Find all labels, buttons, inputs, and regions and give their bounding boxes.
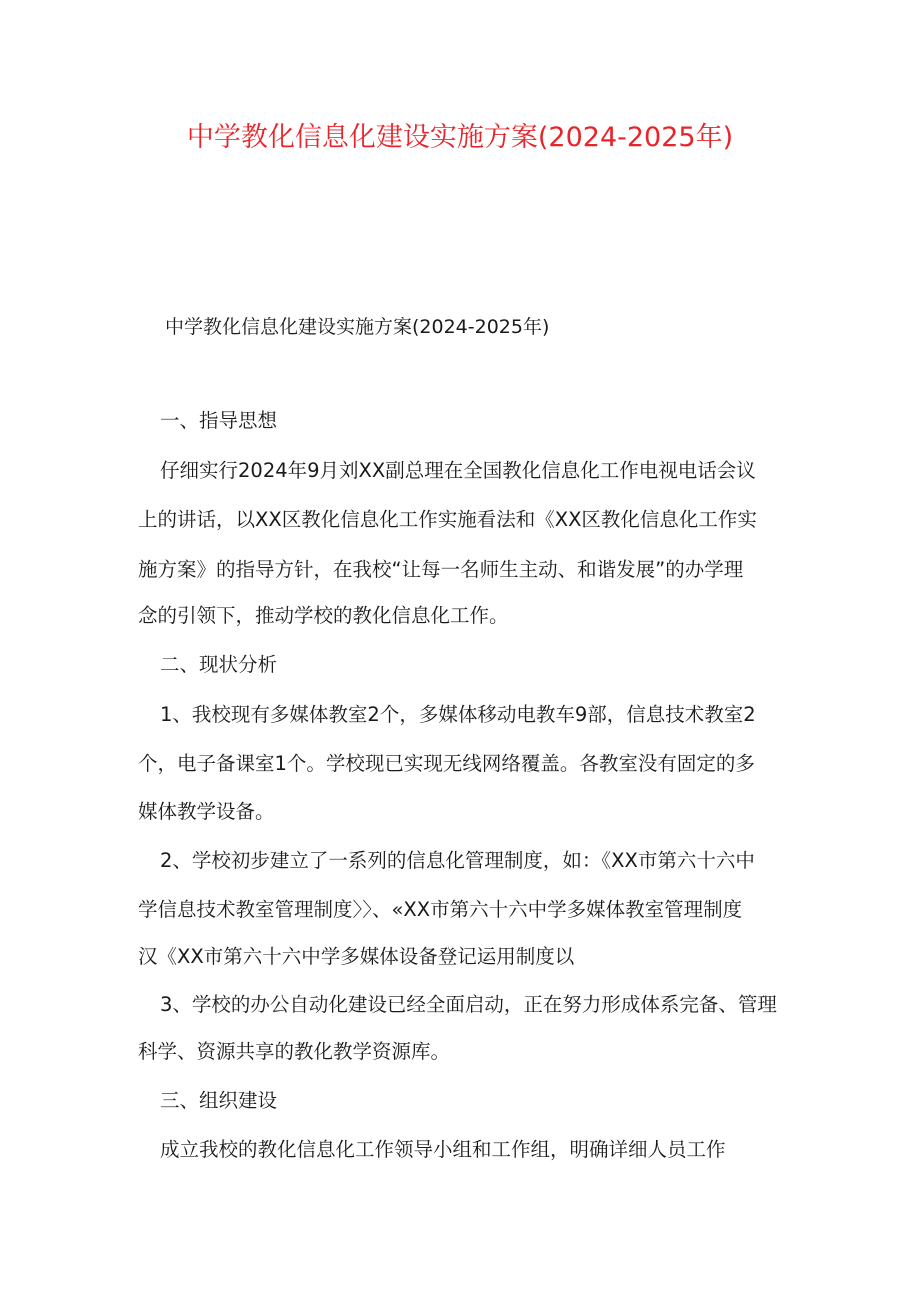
paragraph-line: 施方案》的指导方针，在我校“让每一名师生主动、和谐发展”的办学理 bbox=[138, 558, 744, 581]
paragraph-line: 2、学校初步建立了一系列的信息化管理制度，如：《XX市第六十六中 bbox=[160, 849, 755, 872]
document-subtitle: 中学教化信息化建设实施方案(2024-2025年) bbox=[165, 316, 550, 338]
paragraph-line: 个，电子备课室1个。学校现已实现无线网络覆盖。各教室没有固定的多 bbox=[138, 752, 755, 775]
paragraph-line: 3、学校的办公自动化建设已经全面启动，正在努力形成体系完备、管理 bbox=[160, 993, 777, 1016]
paragraph-line: 学信息技术教室管理制度〉〉、«XX市第六十六中学多媒体教室管理制度 bbox=[138, 898, 743, 921]
paragraph-line: 念的引领下，推动学校的教化信息化工作。 bbox=[138, 604, 509, 627]
paragraph-line: 上的讲话，以XX区教化信息化工作实施看法和《XX区教化信息化工作实 bbox=[138, 508, 757, 531]
paragraph-line: 媒体教学设备。 bbox=[138, 800, 275, 823]
document-title: 中学教化信息化建设实施方案(2024-2025年) bbox=[186, 122, 734, 153]
section-heading-status-analysis: 二、现状分析 bbox=[160, 653, 278, 676]
section-heading-guiding-thought: 一、指导思想 bbox=[160, 409, 278, 432]
paragraph-line: 科学、资源共享的教化教学资源库。 bbox=[138, 1040, 451, 1063]
paragraph-line: 汉《XX市第六十六中学多媒体设备登记运用制度以 bbox=[138, 945, 575, 968]
paragraph-line: 1、我校现有多媒体教室2个，多媒体移动电教车9部，信息技术教室2 bbox=[160, 703, 756, 726]
paragraph-line: 成立我校的教化信息化工作领导小组和工作组，明确详细人员工作 bbox=[160, 1138, 726, 1161]
paragraph-line: 仔细实行2024年9月刘XX副总理在全国教化信息化工作电视电话会议 bbox=[160, 459, 756, 482]
section-heading-organization: 三、组织建设 bbox=[160, 1089, 278, 1112]
